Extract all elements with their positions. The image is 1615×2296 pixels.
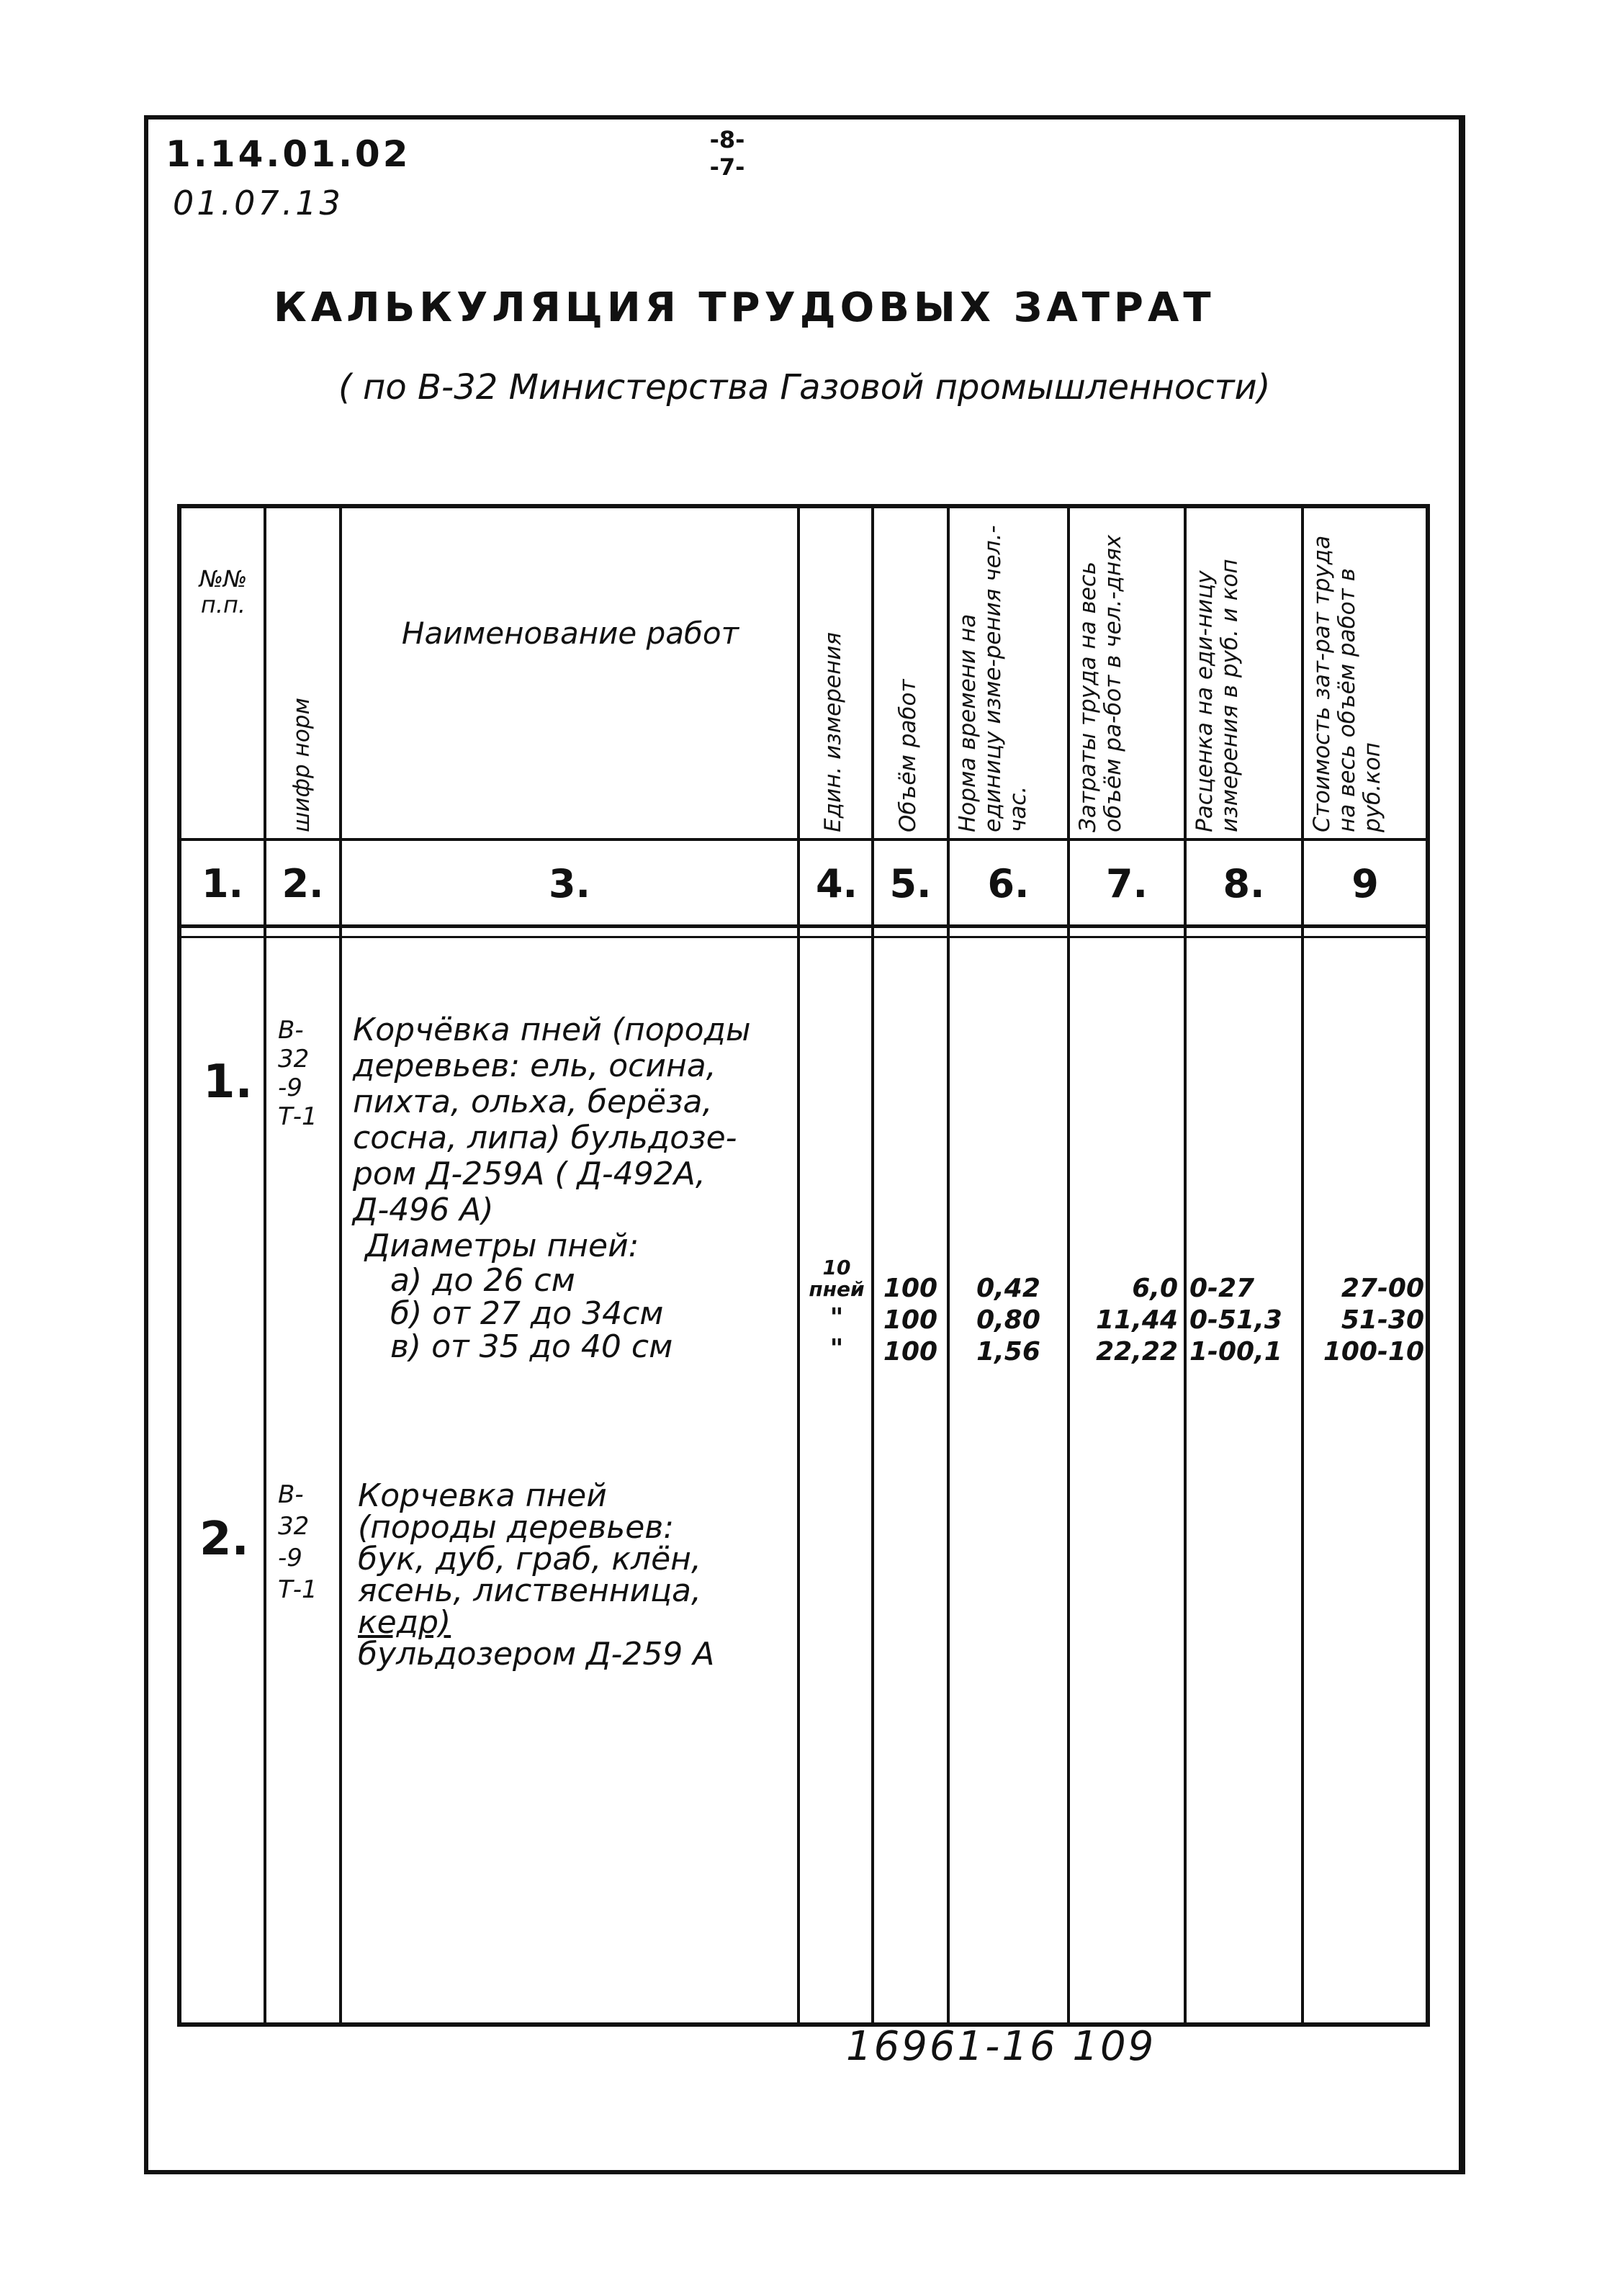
rate-column [1189,1273,1301,1368]
col-divider [339,508,342,2022]
column-number: 1. [201,861,244,906]
page-numbers [691,126,763,181]
desc-line: бульдозером Д-259 А [358,1636,715,1673]
volume-cell: 100 [883,1337,938,1367]
page-subtitle: ( по В-32 Министерства Газовой промышленности) [338,367,1271,408]
page-number-a: -8- [709,126,745,153]
volume-cell: 100 [883,1274,938,1303]
numbers-divider [181,924,1426,928]
desc-line: деревьев: ель, осина, [353,1048,716,1084]
header-divider [181,838,1426,841]
norm-cell: 0,80 [976,1305,1040,1335]
column-number: 5. [889,861,932,906]
col-divider [264,508,266,2022]
header-col-3: Наименование работ [401,616,739,651]
cost-cell: 100-10 [1323,1337,1424,1367]
cost-column [1305,1273,1424,1368]
column-number: 7. [1105,861,1148,906]
desc-line: ром Д-259А ( Д-492А, [353,1156,706,1192]
numbers-divider-2 [181,936,1426,938]
desc-line: Корчёвка пней (породы [353,1012,751,1048]
column-number: 8. [1223,861,1265,906]
labor-column [1070,1273,1178,1368]
diameter-item: а) до 26 см [390,1262,575,1299]
desc-line: Корчевка пней [358,1477,607,1514]
norm-code-line: -9 [278,1073,302,1102]
row-description [358,1477,715,1673]
desc-line: ясень, лиственница, [358,1572,701,1609]
unit-cell: 10 пней [809,1256,865,1301]
diameter-list [390,1264,672,1364]
header-col-8: Расценка на еди-ницу измерения в руб. и коп [1192,559,1243,832]
column-number: 2. [282,861,324,906]
norm-code-line: -9 [278,1544,302,1572]
col-divider [1067,508,1070,2022]
unit-cell: " [829,1303,844,1333]
norm-code-line: Т-1 [278,1102,318,1131]
norm-cell: 1,56 [976,1337,1040,1367]
row-description [353,1012,751,1228]
norm-code-line: В- [278,1480,304,1509]
page-title: КАЛЬКУЛЯЦИЯ ТРУДОВЫХ ЗАТРАТ [274,284,1215,331]
desc-line: бук, дуб, граб, клён, [358,1541,701,1577]
header-col-7: Затраты труда на весь объём ра-бот в чел.-днях [1075,534,1126,832]
diameter-item: в) от 35 до 40 см [390,1328,673,1365]
desc-line: (породы деревьев: [358,1509,675,1546]
col-divider [1301,508,1304,2022]
volume-column [874,1273,947,1368]
diameters-title: Диаметры пней: [365,1228,639,1264]
desc-line: пихта, ольха, берёза, [353,1084,713,1120]
cost-cell: 51-30 [1341,1305,1424,1335]
row-norm-code [278,1479,318,1606]
header-col-4: Един. измерения [820,631,846,832]
labor-cell: 11,44 [1096,1305,1178,1335]
row-norm-code [278,1016,318,1131]
header-col-6: Норма времени на единицу изме-рения чел.-час. [955,525,1031,832]
column-number: 4. [815,861,858,906]
rate-cell: 0-51,3 [1189,1305,1282,1335]
header-col-5: Объём работ [895,679,921,832]
norm-code-line: 32 [278,1512,310,1541]
desc-line: Д-496 А) [353,1192,494,1228]
header-col-9: Стоимость зат-рат труда на весь объём работ в руб.коп [1309,535,1385,832]
volume-cell: 100 [883,1305,938,1335]
row-number: 1. [203,1055,253,1109]
document-footer-number: 16961-16 109 [846,2023,1156,2070]
col-divider [947,508,950,2022]
header-col-2: шифр норм [289,698,315,832]
col-divider [1184,508,1187,2022]
unit-cell: " [829,1334,844,1364]
cost-cell: 27-00 [1341,1274,1424,1303]
norm-column [950,1273,1067,1368]
rate-cell: 1-00,1 [1189,1337,1282,1367]
document-date: 01.07.13 [173,184,343,222]
norm-code-line: 32 [278,1045,310,1073]
column-number: 9 [1351,861,1379,906]
diameter-item: б) от 27 до 34см [390,1295,664,1332]
column-number: 3. [548,861,591,906]
norm-code-line: В- [278,1016,304,1045]
norm-cell: 0,42 [976,1274,1040,1303]
col-divider [797,508,800,2022]
desc-line: кедр) [358,1604,451,1641]
col-divider [871,508,874,2022]
labor-cell: 6,0 [1132,1274,1178,1303]
labor-table [177,504,1430,2027]
header-col-1: №№ п.п. [199,565,248,618]
page-number-b: -7- [709,153,745,181]
norm-code-line: Т-1 [278,1575,318,1604]
document-code: 1.14.01.02 [166,133,411,175]
column-number: 6. [987,861,1030,906]
row-number: 2. [199,1513,249,1566]
rate-cell: 0-27 [1189,1274,1255,1303]
labor-cell: 22,22 [1096,1337,1178,1367]
desc-line: сосна, липа) бульдозе- [353,1120,737,1156]
